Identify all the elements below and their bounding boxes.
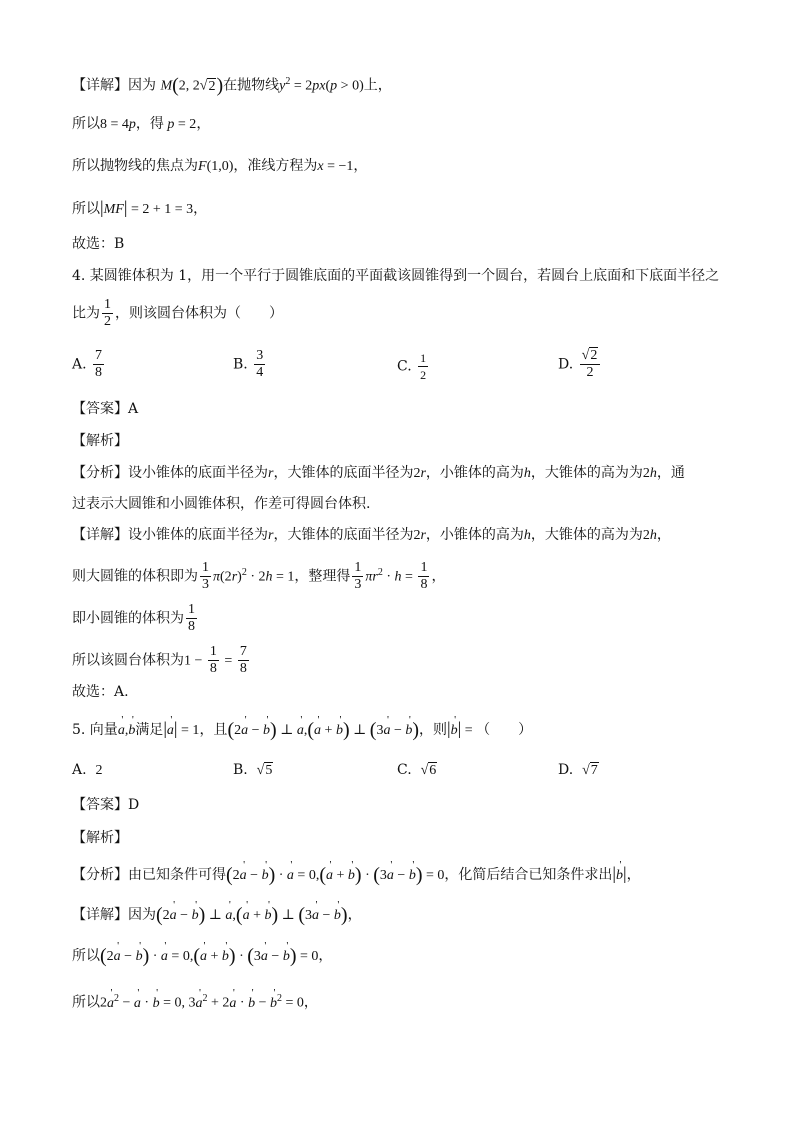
q4-stem-line-2: 比为 $\frac{1}{2}$ ，则该圆台体积为（ ）: [72, 297, 283, 329]
q4-detail-line-3: 即小圆锥的体积为 $\frac{1}{8}$: [72, 602, 195, 634]
q4-option-c: C. $\frac{1}{2}$: [397, 351, 427, 382]
q4-detail-line-1: 【详解】设小锥体的底面半径为r，大锥体的底面半径为2r，小锥体的高为h，大锥体的高为为2h，: [72, 527, 671, 543]
q3-choice: 故选：B: [72, 236, 125, 252]
q4-option-d: D. $\frac{√2}{2}$: [558, 348, 602, 381]
q4-option-a: A. $\frac{7}{8}$: [72, 348, 103, 380]
q3-detail-line-3: 所以抛物线的焦点为F(1,0)，准线方程为x = −1，: [72, 158, 368, 174]
q5-analysis-label: 【解析】: [72, 830, 128, 846]
q5-option-d: D. √7: [558, 762, 598, 778]
q3-detail-line-1: 【详解】因为 M(2, 2√2)在抛物线$y^2 = 2px(p > 0)$上，: [72, 74, 392, 97]
q5-option-b: B. √5: [233, 762, 273, 778]
q3-detail-line-2: 所以8 = 4p，得 p = 2，: [72, 116, 211, 132]
q4-analysis-label: 【解析】: [72, 433, 128, 449]
q4-stem-line-1: 4. 某圆锥体积为 1，用一个平行于圆锥底面的平面截该圆锥得到一个圆台，若圆台上底面和下底面半径之: [72, 268, 720, 284]
q4-detail-line-4: 所以该圆台体积为1 − $\frac{1}{8}$ = $\frac{7}{8}$: [72, 644, 247, 676]
q4-option-b: B. $\frac{3}{4}$: [233, 348, 264, 380]
q5-option-a: A. 2: [72, 762, 103, 778]
q4-detail-line-2: 则大圆锥的体积即为 $\frac{1}{3}$ $\pi(2r)^2 \cdot 2h = 1$，整理得 $\frac{1}{3}$ $\pi r^2 \cdot h$ = $\frac{1}{8}$ ，: [72, 560, 446, 592]
q4-fenxi-line-1: 【分析】设小锥体的底面半径为r，大锥体的底面半径为2r，小锥体的高为h，大锥体的高为为2h，通: [72, 465, 685, 481]
q4-fenxi-line-2: 过表示大圆锥和小圆锥体积，作差可得圆台体积.: [72, 496, 371, 512]
q5-detail-line-3: 所以2' $a^2$ − ' a · ' b = 0, 3' $a^2 + 2'$ a · ' b − ' $b^2 = 0$，: [72, 989, 318, 1014]
q5-detail-line-1: 【详解】因为(2' a − ' b) ⊥ ' a,(' a + ' b) ⊥ (3' a − ' b)，: [72, 905, 362, 926]
q5-option-c: C. √6: [397, 762, 437, 778]
q4-answer: 【答案】A: [72, 401, 139, 417]
q5-fenxi: 【分析】由已知条件可得(2' a − ' b) · ' a = 0,(' a + ' b) · (3' a − ' b) = 0，化简后结合已知条件求出|' b|，: [72, 863, 641, 886]
q5-detail-line-2: 所以(2' a − ' b) · ' a = 0,(' a + ' b) · (3' a − ' b) = 0，: [72, 946, 332, 967]
q5-stem: 5. 向量' a,' b满足|' a| = 1，且(2' a − ' b) ⊥ ' a,(' a + ' b) ⊥ (3' a − ' b)，则|' b| = （ ）: [72, 718, 532, 741]
q3-detail-line-4: 所以|MF| = 2 + 1 = 3，: [72, 197, 208, 217]
q5-answer: 【答案】D: [72, 797, 140, 813]
q4-choice: 故选：A.: [72, 684, 129, 700]
detail-label: 【详解】: [72, 77, 128, 94]
